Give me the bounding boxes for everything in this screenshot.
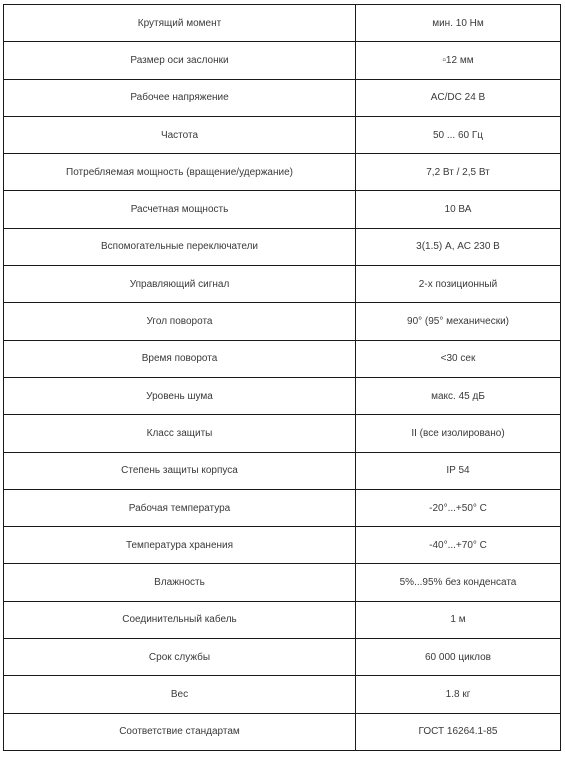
spec-name-cell: Рабочая температура — [4, 489, 356, 526]
spec-value-cell: ГОСТ 16264.1-85 — [356, 713, 561, 750]
spec-name-cell: Потребляемая мощность (вращение/удержание) — [4, 154, 356, 191]
spec-value-cell: <30 сек — [356, 340, 561, 377]
spec-row — [4, 228, 561, 265]
spec-name-cell: Угол поворота — [4, 303, 356, 340]
spec-value-cell: 2-х позиционный — [356, 266, 561, 303]
spec-name-cell: Вспомогательные переключатели — [4, 228, 356, 265]
spec-row — [4, 564, 561, 601]
spec-value-cell: 1 м — [356, 601, 561, 638]
spec-name-cell: Рабочее напряжение — [4, 79, 356, 116]
spec-row — [4, 452, 561, 489]
spec-row — [4, 489, 561, 526]
spec-name-cell: Управляющий сигнал — [4, 266, 356, 303]
spec-value-cell: 1.8 кг — [356, 676, 561, 713]
specifications-table-body — [4, 5, 561, 751]
spec-row — [4, 154, 561, 191]
spec-name-cell: Влажность — [4, 564, 356, 601]
spec-value-cell: IP 54 — [356, 452, 561, 489]
spec-name-cell: Частота — [4, 116, 356, 153]
spec-name-cell: Крутящий момент — [4, 5, 356, 42]
spec-value-cell: 10 ВА — [356, 191, 561, 228]
spec-value-cell: II (все изолировано) — [356, 415, 561, 452]
spec-row — [4, 303, 561, 340]
spec-value-cell: -40°...+70° С — [356, 527, 561, 564]
spec-row — [4, 191, 561, 228]
spec-value-cell: макс. 45 дБ — [356, 377, 561, 414]
spec-name-cell: Температура хранения — [4, 527, 356, 564]
spec-row — [4, 377, 561, 414]
spec-value-cell: 60 000 циклов — [356, 639, 561, 676]
spec-name-cell: Степень защиты корпуса — [4, 452, 356, 489]
spec-value-cell: 5%...95% без конденсата — [356, 564, 561, 601]
spec-name-cell: Соединительный кабель — [4, 601, 356, 638]
spec-name-cell: Расчетная мощность — [4, 191, 356, 228]
spec-name-cell: Уровень шума — [4, 377, 356, 414]
spec-name-cell: Срок службы — [4, 639, 356, 676]
spec-row — [4, 527, 561, 564]
spec-row — [4, 415, 561, 452]
spec-row — [4, 676, 561, 713]
spec-row — [4, 340, 561, 377]
spec-row — [4, 266, 561, 303]
spec-value-cell: AC/DC 24 В — [356, 79, 561, 116]
spec-value-cell: 90° (95° механически) — [356, 303, 561, 340]
spec-value-cell: ▫12 мм — [356, 42, 561, 79]
specifications-table — [3, 4, 561, 751]
spec-value-cell: мин. 10 Нм — [356, 5, 561, 42]
spec-value-cell: 3(1.5) А, АС 230 В — [356, 228, 561, 265]
spec-name-cell: Размер оси заслонки — [4, 42, 356, 79]
spec-value-cell: 7,2 Вт / 2,5 Вт — [356, 154, 561, 191]
spec-row — [4, 601, 561, 638]
spec-name-cell: Вес — [4, 676, 356, 713]
spec-row — [4, 5, 561, 42]
spec-name-cell: Время поворота — [4, 340, 356, 377]
spec-row — [4, 639, 561, 676]
spec-name-cell: Соответствие стандартам — [4, 713, 356, 750]
spec-name-cell: Класс защиты — [4, 415, 356, 452]
spec-row — [4, 713, 561, 750]
spec-row — [4, 116, 561, 153]
spec-value-cell: 50 ... 60 Гц — [356, 116, 561, 153]
spec-row — [4, 42, 561, 79]
spec-row — [4, 79, 561, 116]
spec-value-cell: -20°...+50° С — [356, 489, 561, 526]
